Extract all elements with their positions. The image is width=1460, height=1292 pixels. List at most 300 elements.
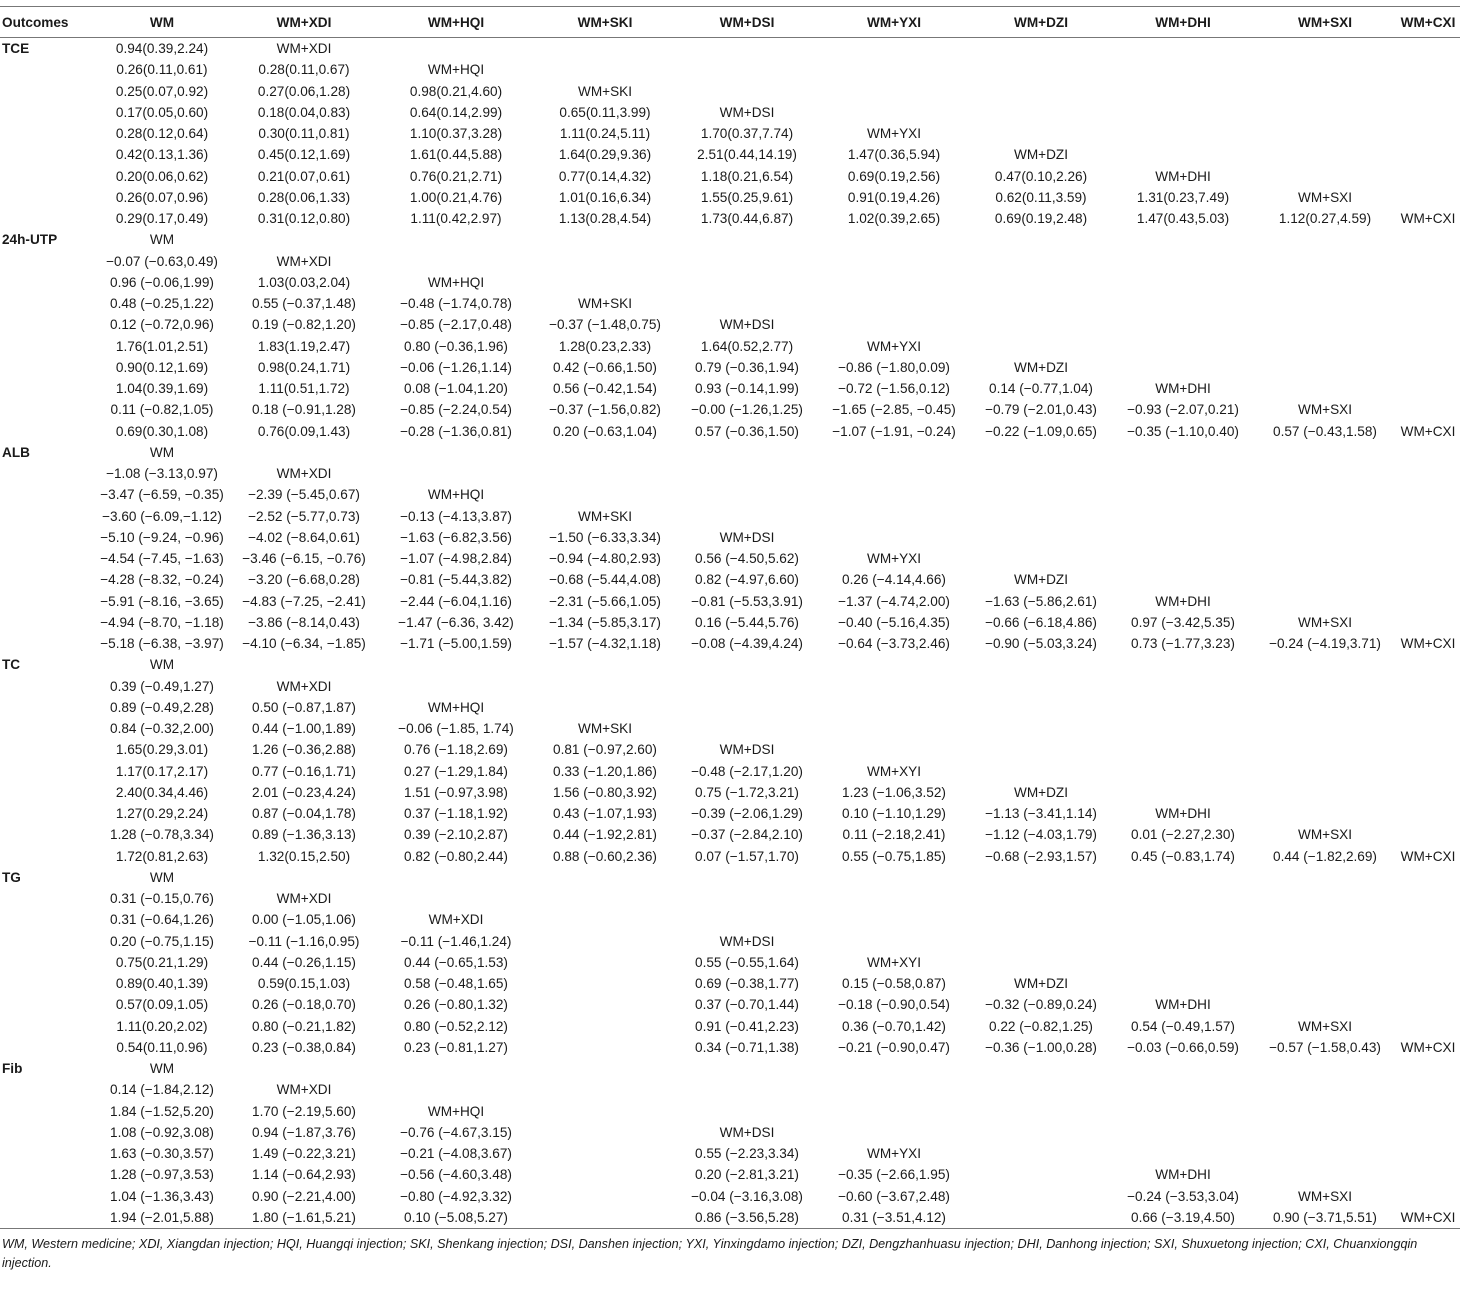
table-cell (818, 527, 970, 548)
header-cell: WM+DHI (1112, 7, 1254, 38)
table-cell: 0.55 (−0.37,1.48) (252, 296, 356, 312)
table-cell (970, 761, 1112, 782)
table-cell: WM+HQI (427, 1103, 485, 1119)
table-cell: 0.31(0.12,0.80) (257, 211, 351, 227)
table-row (0, 1016, 1460, 1037)
table-cell (970, 102, 1112, 123)
table-cell (230, 867, 378, 888)
table-cell: 0.54(0.11,0.96) (116, 1039, 208, 1055)
table-cell (534, 463, 676, 484)
table-cell (1396, 229, 1460, 250)
table-cell: −0.39 (−2.06,1.29) (691, 806, 803, 822)
table-cell: −0.85 (−2.17,0.48) (400, 317, 512, 333)
table-cell: 0.16 (−5.44,5.76) (695, 614, 799, 630)
table-cell (970, 1101, 1112, 1122)
table-cell (676, 463, 818, 484)
table-cell: WM+DHI (1155, 1167, 1211, 1183)
table-cell (378, 1058, 534, 1079)
table-cell: −4.83 (−7.25, −2.41) (242, 593, 366, 609)
table-row (0, 782, 1460, 803)
table-row (0, 952, 1460, 973)
table-cell (1254, 484, 1396, 505)
table-cell: 0.69(0.30,1.08) (115, 423, 209, 439)
table-cell (970, 336, 1112, 357)
table-cell: −0.90 (−5.03,3.24) (985, 636, 1097, 652)
table-cell: 1.28(0.23,2.33) (558, 338, 652, 354)
table-cell (1396, 81, 1460, 102)
table-cell: −0.68 (−2.93,1.57) (985, 848, 1097, 864)
table-cell (1254, 123, 1396, 144)
table-cell: 0.93 (−0.14,1.99) (695, 381, 799, 397)
table-cell (1254, 229, 1396, 250)
table-cell (1112, 782, 1254, 803)
table-cell (1254, 59, 1396, 80)
table-cell: 1.11(0.42,2.97) (410, 211, 502, 227)
table-cell: 0.39 (−2.10,2.87) (404, 827, 508, 843)
table-cell (818, 676, 970, 697)
table-cell (970, 1186, 1112, 1207)
table-cell (818, 38, 970, 60)
table-cell: 0.69(0.19,2.48) (994, 211, 1088, 227)
table-cell (1254, 654, 1396, 675)
table-cell (1254, 357, 1396, 378)
table-cell: 0.14 (−0.77,1.04) (989, 381, 1093, 397)
table-cell (970, 1122, 1112, 1143)
table-cell (970, 931, 1112, 952)
table-cell (970, 909, 1112, 930)
table-cell (818, 463, 970, 484)
outcome-label (0, 761, 94, 782)
table-cell: 0.57 (−0.36,1.50) (695, 423, 799, 439)
table-cell (1254, 1058, 1396, 1079)
table-row (0, 314, 1460, 335)
table-cell (818, 506, 970, 527)
table-row (0, 931, 1460, 952)
table-cell: −0.68 (−5.44,4.08) (549, 572, 661, 588)
header-cell: WM (94, 7, 230, 38)
table-row (0, 739, 1460, 760)
table-cell (1112, 463, 1254, 484)
table-cell: WM+YXI (866, 1146, 921, 1162)
table-row (0, 1037, 1460, 1058)
table-cell (1396, 867, 1460, 888)
table-cell: −1.47 (−6.36, 3.42) (398, 614, 514, 630)
table-cell: −3.60 (−6.09,−1.12) (102, 508, 222, 524)
table-cell: 0.91 (−0.41,2.23) (695, 1018, 799, 1034)
table-row (0, 548, 1460, 569)
table-cell: 1.63 (−0.30,3.57) (110, 1146, 214, 1162)
table-cell: WM+SKI (577, 721, 632, 737)
table-cell: 1.28 (−0.78,3.34) (110, 827, 214, 843)
table-cell: 1.80 (−1.61,5.21) (230, 1207, 378, 1229)
table-cell: −0.06 (−1.26,1.14) (400, 359, 512, 375)
table-cell (378, 654, 534, 675)
table-row (0, 1143, 1460, 1164)
table-cell: 0.07 (−1.57,1.70) (695, 848, 799, 864)
table-cell: 0.59(0.15,1.03) (257, 976, 351, 992)
table-cell: 0.30(0.11,0.81) (258, 126, 350, 142)
table-row (0, 612, 1460, 633)
table-cell: −3.46 (−6.15, −0.76) (242, 551, 366, 567)
table-cell: −3.86 (−8.14,0.43) (248, 614, 360, 630)
table-cell (970, 229, 1112, 250)
table-cell: 0.57 (−0.43,1.58) (1273, 423, 1377, 439)
table-cell: 0.76 (−1.18,2.69) (404, 742, 508, 758)
outcome-label (0, 676, 94, 697)
table-cell (1396, 144, 1460, 165)
table-cell (1112, 931, 1254, 952)
table-cell (970, 1079, 1112, 1100)
table-cell: WM+DSI (719, 317, 775, 333)
table-cell: 1.72(0.81,2.63) (115, 848, 209, 864)
table-row (0, 569, 1460, 590)
table-cell (1254, 166, 1396, 187)
table-cell: 0.55 (−2.23,3.34) (695, 1146, 799, 1162)
table-cell: 0.84 (−0.32,2.00) (110, 721, 214, 737)
table-cell (534, 251, 676, 272)
table-cell (534, 973, 676, 994)
table-cell (970, 867, 1112, 888)
table-cell: −5.91 (−8.16, −3.65) (100, 593, 224, 609)
table-cell (1254, 251, 1396, 272)
table-cell (534, 1143, 676, 1164)
table-cell: 0.75 (−1.72,3.21) (695, 784, 799, 800)
table-cell: WM+XDI (276, 891, 332, 907)
table-cell (1396, 59, 1460, 80)
table-cell: 0.18(0.04,0.83) (257, 104, 351, 120)
table-cell: −0.81 (−5.53,3.91) (691, 593, 803, 609)
outcome-label (0, 272, 94, 293)
table-cell: WM+CXI (1400, 636, 1456, 652)
table-cell (1254, 38, 1396, 60)
table-cell (1112, 293, 1254, 314)
table-cell: WM (149, 1061, 175, 1077)
table-cell: −0.04 (−3.16,3.08) (691, 1188, 803, 1204)
table-cell (1396, 1016, 1460, 1037)
table-cell (1396, 506, 1460, 527)
table-cell: WM+CXI (1400, 1039, 1456, 1055)
table-cell (676, 81, 818, 102)
table-row (0, 1058, 1460, 1079)
table-cell (534, 931, 676, 952)
table-cell (1254, 994, 1396, 1015)
outcome-label (0, 1164, 94, 1185)
table-cell: 0.17(0.05,0.60) (115, 104, 209, 120)
outcome-label (0, 909, 94, 930)
table-cell: WM+SXI (1297, 614, 1352, 630)
table-cell: −0.66 (−6.18,4.86) (985, 614, 1097, 630)
table-cell (970, 1164, 1112, 1185)
table-cell (970, 506, 1112, 527)
table-cell: 1.64(0.52,2.77) (700, 338, 794, 354)
table-cell (818, 888, 970, 909)
outcome-label: TC (2, 657, 21, 673)
table-cell: WM+SXI (1297, 402, 1352, 418)
table-cell: 1.00(0.21,4.76) (409, 189, 503, 205)
table-cell (1254, 527, 1396, 548)
table-cell (1254, 378, 1396, 399)
table-cell: 1.11(0.20,2.02) (116, 1018, 208, 1034)
table-cell: WM+DHI (1155, 593, 1211, 609)
table-cell: −0.37 (−2.84,2.10) (691, 827, 803, 843)
table-cell: 0.28(0.12,0.64) (115, 126, 209, 142)
table-cell: 1.84 (−1.52,5.20) (110, 1103, 214, 1119)
table-cell (1396, 1101, 1460, 1122)
table-cell (534, 1186, 676, 1207)
outcome-label: ALB (2, 444, 30, 460)
table-cell (1396, 676, 1460, 697)
table-cell (818, 314, 970, 335)
table-cell: −0.80 (−4.92,3.32) (400, 1188, 512, 1204)
table-cell (676, 442, 818, 463)
table-cell (1396, 272, 1460, 293)
table-cell: 0.69(0.19,2.56) (847, 168, 941, 184)
table-cell (676, 272, 818, 293)
table-cell (970, 293, 1112, 314)
table-cell: 0.79 (−0.36,1.94) (695, 359, 799, 375)
outcome-label (0, 612, 94, 633)
table-cell (1254, 888, 1396, 909)
table-cell (378, 442, 534, 463)
table-cell: 0.42 (−0.66,1.50) (553, 359, 657, 375)
table-cell: 0.18 (−0.91,1.28) (252, 402, 356, 418)
outcome-label (0, 251, 94, 272)
table-cell: −1.12 (−4.03,1.79) (985, 827, 1097, 843)
table-cell: 0.98(0.24,1.71) (257, 359, 351, 375)
table-cell (676, 1058, 818, 1079)
table-cell (378, 888, 534, 909)
table-cell (1396, 123, 1460, 144)
table-cell: −0.24 (−4.19,3.71) (1269, 636, 1381, 652)
table-cell (818, 1101, 970, 1122)
table-cell (676, 654, 818, 675)
table-cell: 0.75(0.21,1.29) (115, 954, 209, 970)
table-cell (676, 229, 818, 250)
table-cell: 0.45(0.12,1.69) (257, 147, 351, 163)
table-cell: 0.81 (−0.97,2.60) (553, 742, 657, 758)
table-cell: 0.76(0.09,1.43) (257, 423, 351, 439)
table-cell: 0.98(0.21,4.60) (409, 83, 503, 99)
table-cell (378, 1079, 534, 1100)
table-cell: 0.55 (−0.75,1.85) (842, 848, 946, 864)
table-cell (1396, 591, 1460, 612)
table-cell: 1.13(0.28,4.54) (558, 211, 652, 227)
table-row (0, 1122, 1460, 1143)
table-cell: −0.35 (−1.10,0.40) (1127, 423, 1239, 439)
outcome-label (0, 633, 94, 654)
table-row (0, 909, 1460, 930)
table-cell (534, 697, 676, 718)
table-cell: 0.01 (−2.27,2.30) (1131, 827, 1235, 843)
table-cell: −4.54 (−7.45, −1.63) (100, 551, 224, 567)
table-cell: 0.31 (−3.51,4.12) (818, 1207, 970, 1229)
table-cell (676, 484, 818, 505)
table-cell (1396, 527, 1460, 548)
table-cell: 0.25(0.07,0.92) (115, 83, 209, 99)
outcome-label (0, 527, 94, 548)
table-cell (1112, 548, 1254, 569)
table-row (0, 229, 1460, 250)
table-row (0, 357, 1460, 378)
table-cell: WM+XDI (276, 253, 332, 269)
outcome-label (0, 1122, 94, 1143)
table-cell: 0.20 (−2.81,3.21) (695, 1167, 799, 1183)
outcome-label (0, 782, 94, 803)
table-cell: 0.26(0.11,0.61) (116, 62, 208, 78)
table-cell (1396, 1079, 1460, 1100)
table-cell: 2.01 (−0.23,4.24) (252, 784, 356, 800)
table-cell: 0.97 (−3.42,5.35) (1131, 614, 1235, 630)
outcome-label (0, 548, 94, 569)
table-cell (970, 697, 1112, 718)
outcome-label (0, 484, 94, 505)
table-cell: 1.08 (−0.92,3.08) (110, 1124, 214, 1140)
table-row (0, 654, 1460, 675)
table-cell: 1.76(1.01,2.51) (115, 338, 209, 354)
table-cell (534, 1058, 676, 1079)
table-cell: 0.27 (−1.29,1.84) (404, 763, 508, 779)
table-cell (1396, 336, 1460, 357)
table-cell: −0.60 (−3.67,2.48) (838, 1188, 950, 1204)
table-row (0, 591, 1460, 612)
table-cell: −4.02 (−8.64,0.61) (248, 529, 360, 545)
table-cell (1254, 1101, 1396, 1122)
table-cell: 0.28(0.11,0.67) (258, 62, 350, 78)
table-cell (1254, 718, 1396, 739)
table-cell: 0.87 (−0.04,1.78) (252, 806, 356, 822)
table-cell (818, 102, 970, 123)
table-cell (970, 38, 1112, 60)
table-cell (676, 676, 818, 697)
table-cell (1254, 144, 1396, 165)
table-cell: −0.93 (−2.07,0.21) (1127, 402, 1239, 418)
table-cell (534, 229, 676, 250)
table-cell (676, 867, 818, 888)
table-cell (1254, 272, 1396, 293)
table-cell (1112, 527, 1254, 548)
table-cell (1396, 888, 1460, 909)
table-cell (970, 1207, 1112, 1229)
table-cell (1112, 1122, 1254, 1143)
table-cell (970, 463, 1112, 484)
table-cell: 1.61(0.44,5.88) (409, 147, 503, 163)
table-cell: 1.17(0.17,2.17) (115, 763, 209, 779)
table-cell: −0.85 (−2.24,0.54) (400, 402, 512, 418)
table-cell (1254, 569, 1396, 590)
table-cell (534, 1037, 676, 1058)
table-footnote: WM, Western medicine; XDI, Xiangdan injection; HQI, Huangqi injection; SKI, Shenkang injection; DSI, Danshen injection; YXI, Yinxingdamo injection; DZI, Dengzhanhuasu injection; DHI, Danhong injection; SXI, Shuxuetong injection; CXI, Chuanxiongqin injection. (2, 1237, 1418, 1270)
table-cell (378, 38, 534, 60)
table-cell (534, 994, 676, 1015)
table-cell (1112, 144, 1254, 165)
table-cell (1396, 612, 1460, 633)
outcome-label (0, 888, 94, 909)
table-cell: 1.12(0.27,4.59) (1278, 211, 1372, 227)
table-cell (1396, 38, 1460, 60)
table-cell: 0.20 (−0.63,1.04) (553, 423, 657, 439)
table-cell (818, 931, 970, 952)
table-cell (1254, 909, 1396, 930)
table-cell (1254, 739, 1396, 760)
table-cell: 0.39 (−0.49,1.27) (110, 678, 214, 694)
table-cell: 0.26 (−4.14,4.66) (842, 572, 946, 588)
table-cell (534, 442, 676, 463)
table-cell: 0.34 (−0.71,1.38) (695, 1039, 799, 1055)
table-cell: −1.63 (−6.82,3.56) (400, 529, 512, 545)
table-cell (1112, 251, 1254, 272)
table-cell (534, 59, 676, 80)
table-cell: −2.52 (−5.77,0.73) (248, 508, 360, 524)
table-cell (1254, 782, 1396, 803)
table-cell: 0.27(0.06,1.28) (257, 83, 351, 99)
outcome-label (0, 357, 94, 378)
table-cell: 0.88 (−0.60,2.36) (553, 848, 657, 864)
outcome-label (0, 569, 94, 590)
table-cell: 1.14 (−0.64,2.93) (252, 1167, 356, 1183)
table-cell: −1.07 (−4.98,2.84) (400, 551, 512, 567)
header-cell: WM+YXI (818, 7, 970, 38)
table-cell: −0.22 (−1.09,0.65) (985, 423, 1097, 439)
table-cell (1112, 442, 1254, 463)
table-cell: −0.40 (−5.16,4.35) (838, 614, 950, 630)
table-cell (818, 251, 970, 272)
outcome-label (0, 1079, 94, 1100)
table-cell (378, 867, 534, 888)
table-cell (230, 654, 378, 675)
table-cell (1112, 761, 1254, 782)
table-cell: 1.04 (−1.36,3.43) (110, 1188, 214, 1204)
table-cell: −0.48 (−2.17,1.20) (691, 763, 803, 779)
table-cell: −0.48 (−1.74,0.78) (400, 296, 512, 312)
table-cell: WM+XDI (428, 912, 484, 928)
table-cell: WM (149, 444, 175, 460)
table-cell: 0.37 (−1.18,1.92) (404, 806, 508, 822)
table-cell (1396, 314, 1460, 335)
table-cell (1254, 314, 1396, 335)
table-cell: −0.08 (−4.39,4.24) (691, 636, 803, 652)
outcome-label (0, 399, 94, 420)
table-cell: 0.69 (−0.38,1.77) (695, 976, 799, 992)
table-cell (1254, 548, 1396, 569)
table-cell: 1.49 (−0.22,3.21) (252, 1146, 356, 1162)
table-cell (1396, 1186, 1460, 1207)
table-cell: 0.08 (−1.04,1.20) (404, 381, 508, 397)
table-cell (1254, 973, 1396, 994)
table-row (0, 1186, 1460, 1207)
table-cell (1112, 1058, 1254, 1079)
table-cell (1396, 697, 1460, 718)
table-cell: 0.26 (−0.80,1.32) (404, 997, 508, 1013)
table-row (0, 38, 1460, 60)
table-cell (1112, 484, 1254, 505)
table-row (0, 676, 1460, 697)
table-cell: −0.13 (−4.13,3.87) (400, 508, 512, 524)
table-cell (1112, 676, 1254, 697)
table-row (0, 187, 1460, 208)
table-row (0, 399, 1460, 420)
table-row (0, 272, 1460, 293)
table-cell: −3.47 (−6.59, −0.35) (100, 487, 224, 503)
table-cell (818, 1058, 970, 1079)
table-cell: WM+CXI (1400, 848, 1456, 864)
table-cell (1112, 739, 1254, 760)
table-cell (818, 484, 970, 505)
table-cell: 0.44 (−1.82,2.69) (1273, 848, 1377, 864)
table-cell (1396, 166, 1460, 187)
table-cell: 0.44 (−0.65,1.53) (404, 954, 508, 970)
table-cell (1254, 463, 1396, 484)
table-cell (1396, 399, 1460, 420)
